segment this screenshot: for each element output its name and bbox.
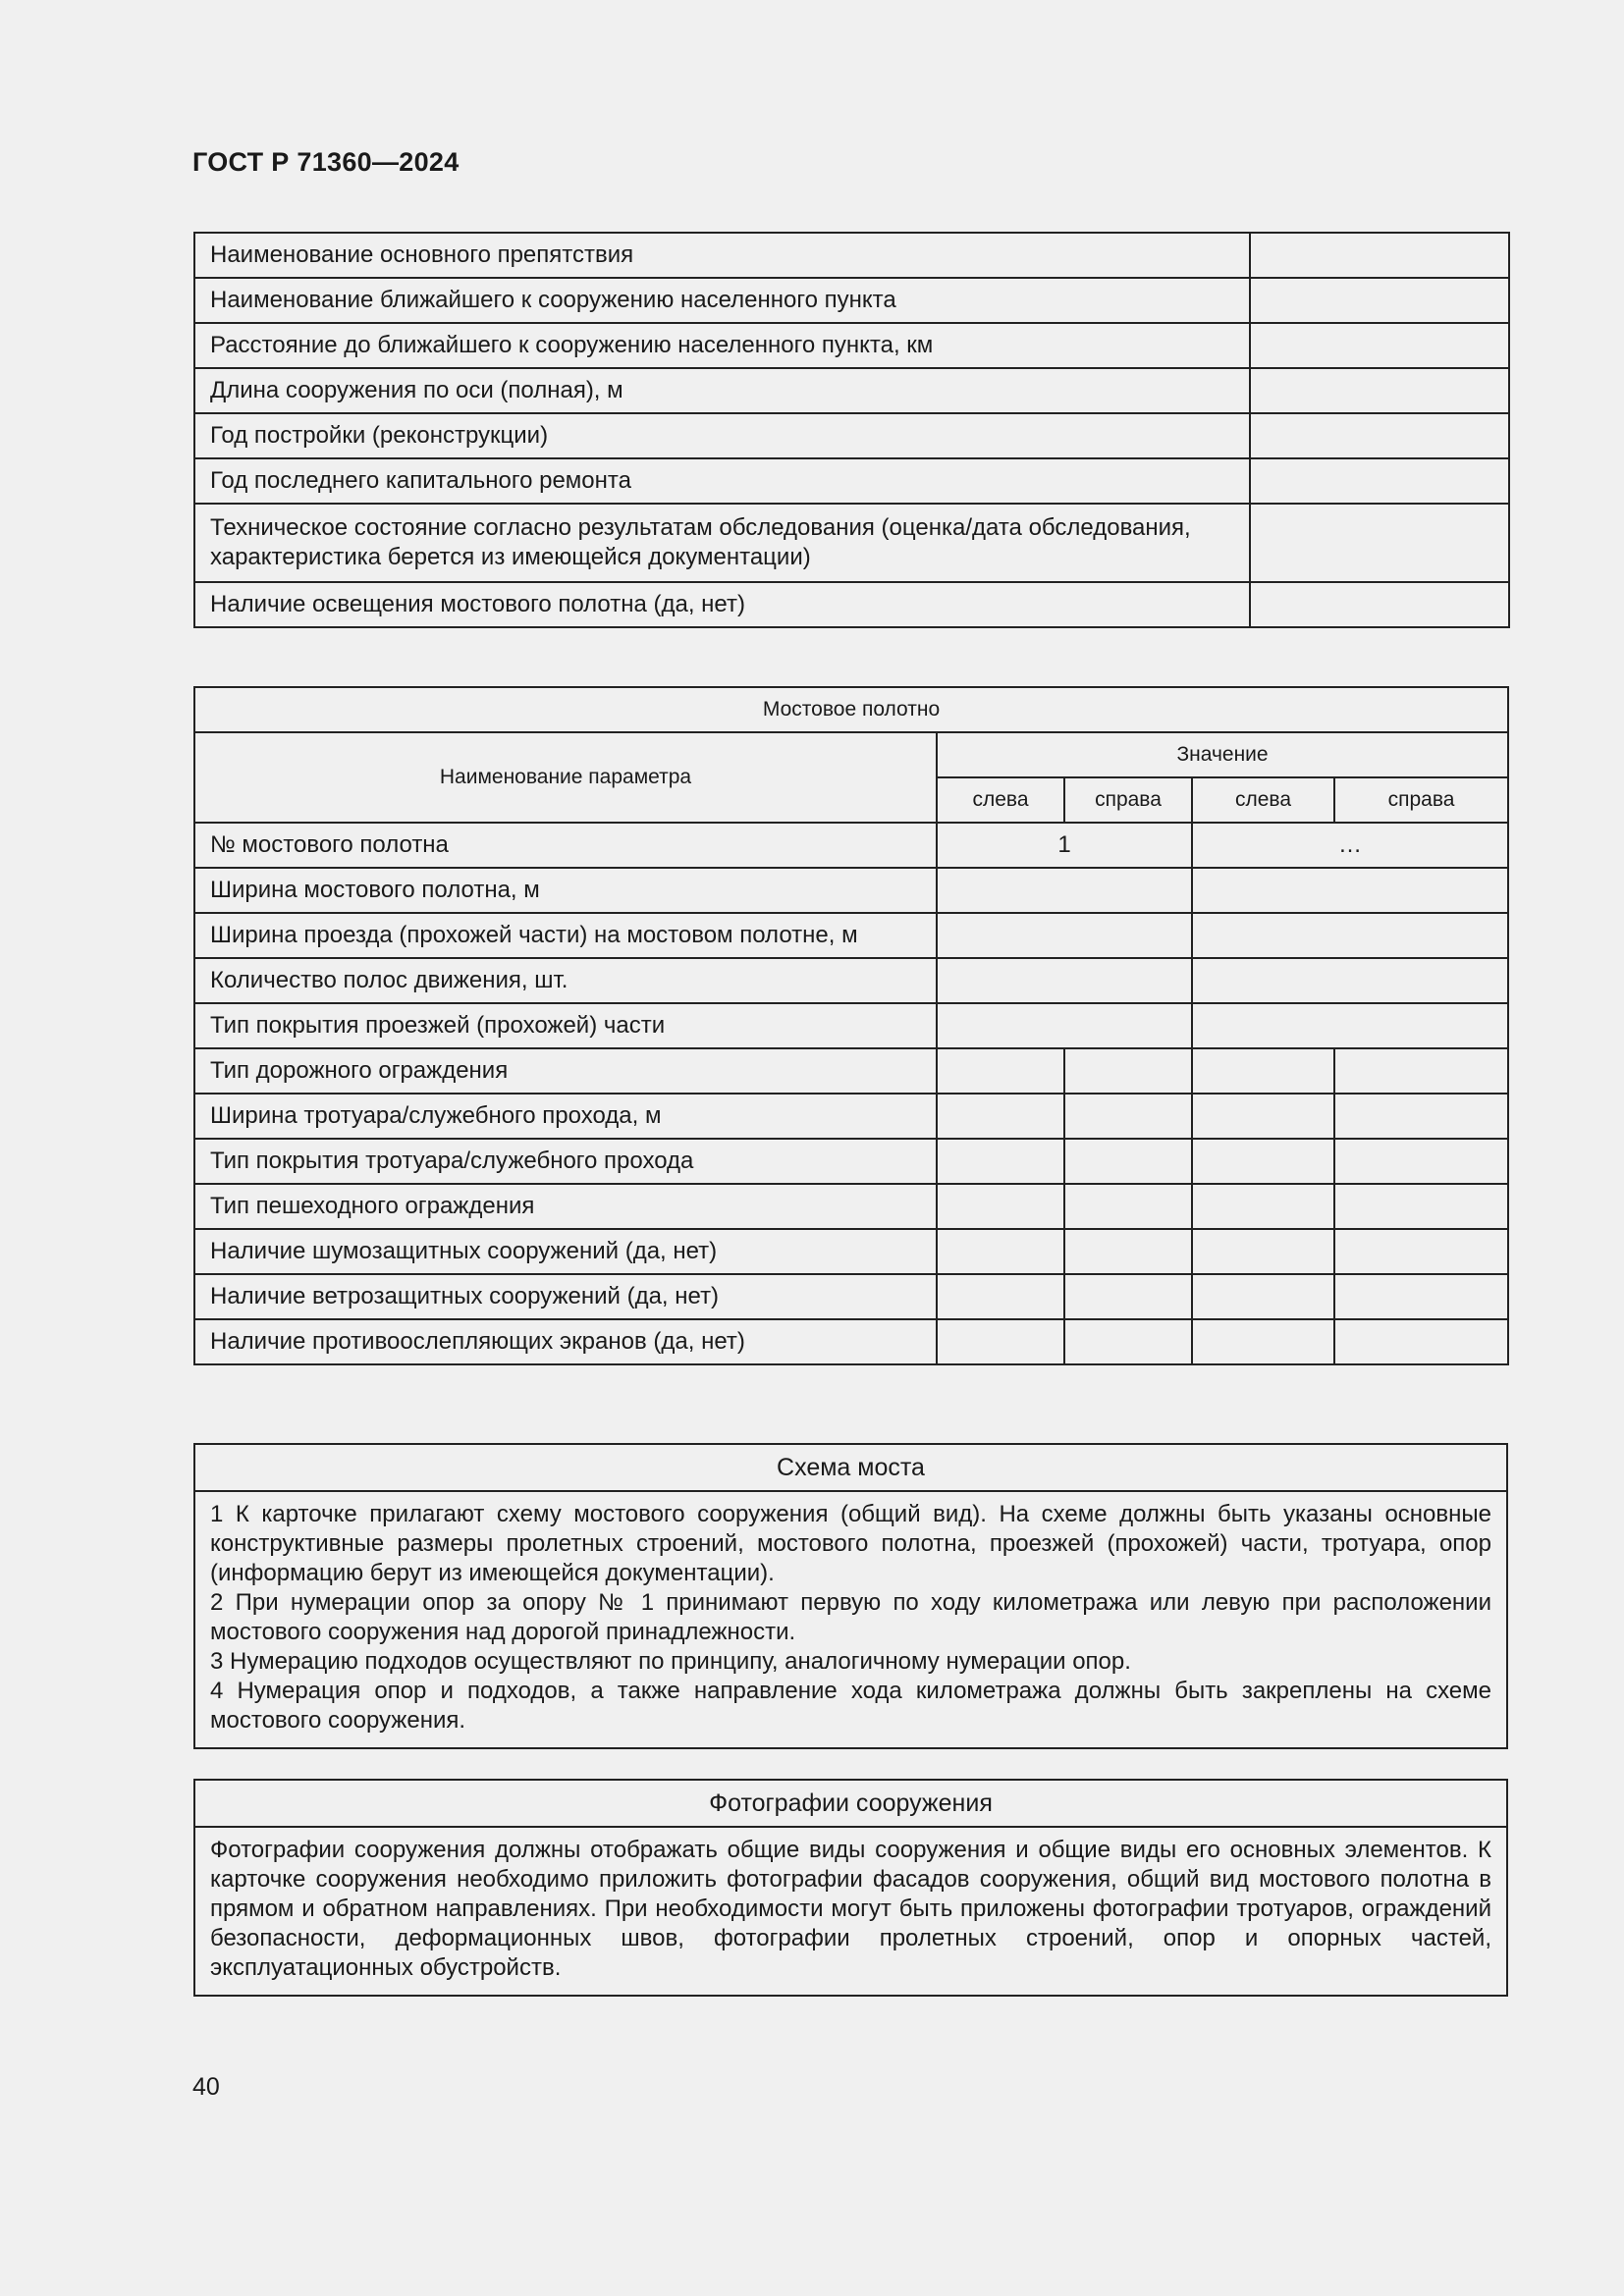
value-cell <box>1192 1229 1334 1274</box>
value-cell <box>1064 1048 1192 1094</box>
value-cell <box>1192 1003 1508 1048</box>
value-cell <box>937 913 1192 958</box>
row-value <box>1250 368 1509 413</box>
table-row <box>194 1229 1508 1274</box>
value-cell <box>937 1229 1064 1274</box>
row-label: Наименование ближайшего к сооружению населенного пункта <box>194 278 1250 323</box>
bridge-scheme-box <box>193 1443 1508 1749</box>
row-value <box>1250 582 1509 627</box>
value-cell <box>937 1274 1064 1319</box>
value-cell <box>937 1184 1064 1229</box>
table-title-row <box>194 687 1508 732</box>
table-row <box>194 1139 1508 1184</box>
row-label: Год постройки (реконструкции) <box>194 413 1250 458</box>
row-label: Наличие освещения мостового полотна (да, нет) <box>194 582 1250 627</box>
table-row <box>194 1094 1508 1139</box>
row-label: № мостового полотна <box>194 823 937 868</box>
value-cell <box>1064 1319 1192 1364</box>
row-value <box>1250 458 1509 504</box>
table-row <box>194 233 1509 278</box>
subheader-right: справа <box>1064 777 1192 823</box>
value-cell <box>1334 1184 1508 1229</box>
row-value <box>1250 323 1509 368</box>
row-label: Количество полос движения, шт. <box>194 958 937 1003</box>
table-header-row <box>194 732 1508 777</box>
value-cell <box>937 1048 1064 1094</box>
row-label: Ширина мостового полотна, м <box>194 868 937 913</box>
table-row <box>194 1319 1508 1364</box>
value-cell <box>937 1094 1064 1139</box>
photos-title: Фотографии сооружения <box>194 1780 1507 1827</box>
value-cell <box>1334 1048 1508 1094</box>
value-cell <box>1334 1274 1508 1319</box>
deck-table-title: Мостовое полотно <box>194 687 1508 732</box>
table-row <box>194 278 1509 323</box>
photos-box <box>193 1779 1508 1997</box>
row-label: Тип покрытия проезжей (прохожей) части <box>194 1003 937 1048</box>
value-cell <box>1192 1184 1334 1229</box>
photos-body <box>194 1827 1507 1996</box>
box-body-row <box>194 1491 1507 1748</box>
row-label: Тип пешеходного ограждения <box>194 1184 937 1229</box>
value-cell <box>1192 1048 1334 1094</box>
value-cell <box>1064 1094 1192 1139</box>
table-row <box>194 1274 1508 1319</box>
deck-number-value: 1 <box>937 823 1192 868</box>
value-cell <box>1064 1229 1192 1274</box>
row-label: Наличие противоослепляющих экранов (да, нет) <box>194 1319 937 1364</box>
table-row <box>194 582 1509 627</box>
table-row <box>194 1048 1508 1094</box>
table-row <box>194 823 1508 868</box>
value-cell <box>937 1003 1192 1048</box>
box-body-row <box>194 1827 1507 1996</box>
scheme-item: 4 Нумерация опор и подходов, а также направление хода километража должны быть закреплены на схеме мостового сооружения. <box>210 1678 1491 1734</box>
scheme-title: Схема моста <box>194 1444 1507 1491</box>
row-label: Тип дорожного ограждения <box>194 1048 937 1094</box>
page-number: 40 <box>192 2073 220 2101</box>
general-info-table <box>193 232 1510 628</box>
value-cell <box>1192 1274 1334 1319</box>
value-cell <box>1192 1094 1334 1139</box>
bridge-deck-table <box>193 686 1509 1365</box>
value-cell <box>1192 1139 1334 1184</box>
row-value <box>1250 413 1509 458</box>
row-label: Длина сооружения по оси (полная), м <box>194 368 1250 413</box>
value-cell <box>937 868 1192 913</box>
row-label: Наличие шумозащитных сооружений (да, нет) <box>194 1229 937 1274</box>
row-label: Ширина тротуара/служебного прохода, м <box>194 1094 937 1139</box>
table-row <box>194 323 1509 368</box>
table-row <box>194 504 1509 582</box>
row-value <box>1250 278 1509 323</box>
row-value <box>1250 504 1509 582</box>
subheader-left: слева <box>937 777 1064 823</box>
value-cell <box>1064 1184 1192 1229</box>
row-label: Наименование основного препятствия <box>194 233 1250 278</box>
value-cell <box>1192 958 1508 1003</box>
row-label: Год последнего капитального ремонта <box>194 458 1250 504</box>
value-header: Значение <box>937 732 1508 777</box>
document-header: ГОСТ Р 71360—2024 <box>192 147 460 177</box>
value-cell <box>1334 1319 1508 1364</box>
table-row <box>194 913 1508 958</box>
value-cell <box>1192 913 1508 958</box>
scheme-item: 3 Нумерацию подходов осуществляют по принципу, аналогичному нумерации опор. <box>210 1648 1131 1675</box>
scheme-body <box>194 1491 1507 1748</box>
row-label: Тип покрытия тротуара/служебного прохода <box>194 1139 937 1184</box>
row-label: Ширина проезда (прохожей части) на мостовом полотне, м <box>194 913 937 958</box>
value-cell <box>937 958 1192 1003</box>
box-header-row <box>194 1444 1507 1491</box>
scheme-item: 1 К карточке прилагают схему мостового сооружения (общий вид). На схеме должны быть указаны основные конструктивные размеры пролетных строений, мостового полотна, проезжей (прохожей) части, тротуара, опор (информацию берут из имеющейся документации). <box>210 1501 1491 1586</box>
table-row <box>194 1184 1508 1229</box>
value-cell <box>1064 1274 1192 1319</box>
subheader-right: справа <box>1334 777 1508 823</box>
value-cell <box>937 1139 1064 1184</box>
param-header: Наименование параметра <box>194 732 937 823</box>
deck-number-value: … <box>1192 823 1508 868</box>
table-row <box>194 868 1508 913</box>
value-cell <box>1334 1094 1508 1139</box>
table-row <box>194 1003 1508 1048</box>
table-row <box>194 958 1508 1003</box>
row-label: Наличие ветрозащитных сооружений (да, нет) <box>194 1274 937 1319</box>
value-cell <box>1064 1139 1192 1184</box>
row-label: Техническое состояние согласно результатам обследования (оценка/дата обследования, характеристика берется из имеющейся документации) <box>194 504 1250 582</box>
box-header-row <box>194 1780 1507 1827</box>
value-cell <box>1334 1229 1508 1274</box>
scheme-item: 2 При нумерации опор за опору № 1 принимают первую по ходу километража или левую при расположении мостового сооружения над дорогой принадлежности. <box>210 1589 1491 1645</box>
subheader-left: слева <box>1192 777 1334 823</box>
table-row <box>194 368 1509 413</box>
table-row <box>194 458 1509 504</box>
row-label: Расстояние до ближайшего к сооружению населенного пункта, км <box>194 323 1250 368</box>
value-cell <box>1192 1319 1334 1364</box>
value-cell <box>1192 868 1508 913</box>
photos-text: Фотографии сооружения должны отображать общие виды сооружения и общие виды его основных элементов. К карточке сооружения необходимо приложить фотографии фасадов сооружения, общий вид мостового полотна в прямом и обратном направлениях. При необходимости могут быть приложены фотографии тротуаров, ограждений безопасности, деформационных швов, фотографии пролетных строений, опор и опорных частей, эксплуатационных обустройств. <box>210 1837 1491 1981</box>
row-value <box>1250 233 1509 278</box>
value-cell <box>1334 1139 1508 1184</box>
value-cell <box>937 1319 1064 1364</box>
table-row <box>194 413 1509 458</box>
